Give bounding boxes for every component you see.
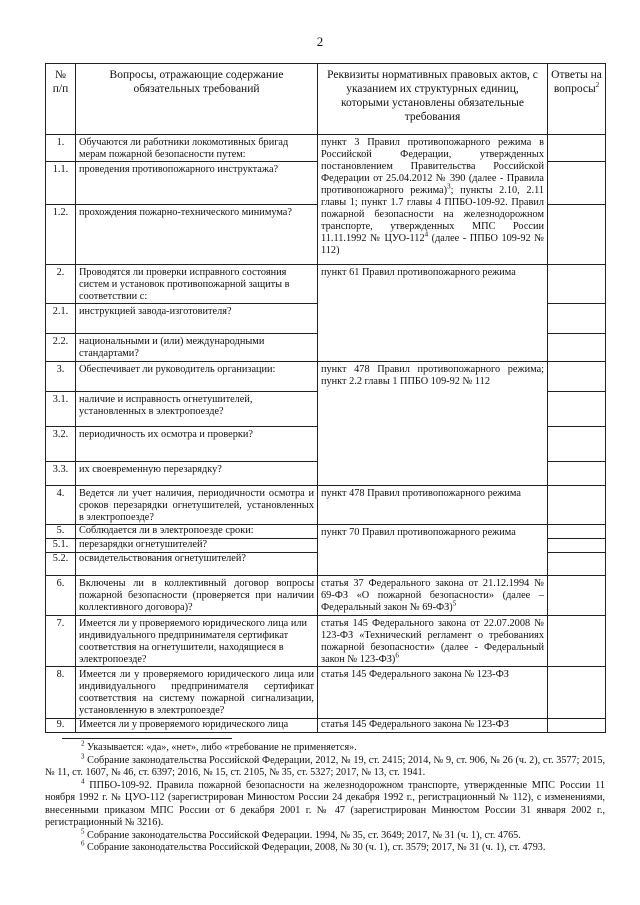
footnote: $^2$ Указывается: «да», «нет», либо «требование не применяется». xyxy=(81,739,357,753)
row-requisite: пункт 478 Правил противопожарного режима xyxy=(318,486,548,525)
answer-cell[interactable] xyxy=(548,525,606,539)
answer-cell[interactable] xyxy=(548,427,606,462)
row-number: 5.1. xyxy=(46,539,76,553)
row-number: 2.2. xyxy=(46,334,76,362)
row-question: национальными и (или) международными стандартами? xyxy=(76,334,318,362)
row-number: 8. xyxy=(46,667,76,719)
table-row xyxy=(46,719,606,733)
row-requisite: пункт 3 Правил противопожарного режима в Российской Федерации, утвержденных постановлением Правительства Российской Федерации от 25.04.2012 № 390 (далее - Правила противопожарного режима)$^3$; пункты 2.10, 2.11 главы 1; пункт 1.7 главы 4 ППБО-109-92. Правил пожарной безопасности на железнодорожном транспорте, утвержденных МПС России 11.11.1992 № ЦУО-$112^4$ (далее - ППБО 109-92 № 112) xyxy=(318,135,548,265)
answer-cell[interactable] xyxy=(548,539,606,553)
table-header-row xyxy=(46,64,606,135)
row-question: их своевременную перезарядку? xyxy=(76,462,318,486)
footnotes xyxy=(45,739,605,855)
answer-cell[interactable] xyxy=(548,265,606,304)
answer-cell[interactable] xyxy=(548,719,606,733)
row-number: 1.1. xyxy=(46,162,76,205)
row-question: наличие и исправность огнетушителей, установленных в электропоезде? xyxy=(76,392,318,427)
answer-cell[interactable] xyxy=(548,667,606,719)
footnote: $^3$ Собрание законодательства Российской Федерации, 2012, № 19, ст. 2415; 2014, № 9, ст. 906, № 26 (ч. 2), ст. 3577; 2015, № 11, ст. 1607, № 46, ст. 6397; 2016, № 15, ст. 2105, № 35, ст. 5327; 2017, № 13, ст. 1941. xyxy=(45,752,605,778)
row-question: периодичность их осмотра и проверки? xyxy=(76,427,318,462)
row-question: Включены ли в коллективный договор вопросы пожарной безопасности (проверяется при наличии коллективного договора)? xyxy=(76,576,318,616)
answer-cell[interactable] xyxy=(548,205,606,265)
table-row xyxy=(46,362,606,392)
row-question: инструкцией завода-изготовителя? xyxy=(76,304,318,334)
row-number: 1.2. xyxy=(46,205,76,265)
requirements-table xyxy=(45,63,606,733)
row-number: 5. xyxy=(46,525,76,539)
row-requisite: пункт 61 Правил противопожарного режима xyxy=(318,265,548,362)
row-question: Имеется ли у проверяемого юридического лица или индивидуального предпринимателя сертификат соответствия на систему пожарной сигнализации, установленную в электропоезде? xyxy=(76,667,318,719)
row-question: Обучаются ли работники локомотивных бригад мерам пожарной безопасности путем: xyxy=(76,135,318,162)
header-answers: Ответы на вопросы$^2$ xyxy=(548,64,606,135)
table-row xyxy=(46,576,606,616)
row-question: Проводятся ли проверки исправного состояния систем и установок противопожарной защиты в соответствии с: xyxy=(76,265,318,304)
row-question: прохождения пожарно-технического минимума? xyxy=(76,205,318,265)
page-number: 2 xyxy=(316,34,324,49)
header-number: № п/п xyxy=(46,64,76,135)
row-number: 6. xyxy=(46,576,76,616)
row-number: 3.3. xyxy=(46,462,76,486)
row-question: Имеется ли у проверяемого юридического лица xyxy=(76,719,318,733)
row-requisite: статья 145 Федерального закона от 22.07.2008 № 123-ФЗ «Технический регламент о требованиях пожарной безопасности» (далее - Федеральный закон № 123-ФЗ)$^6$ xyxy=(318,616,548,667)
footnote: $^5$ Собрание законодательства Российской Федерации. 1994, № 35, ст. 3649; 2017, № 31 (ч. 1), ст. 4765. xyxy=(81,827,521,841)
row-requisite: статья 37 Федерального закона от 21.12.1994 № 69-ФЗ «О пожарной безопасности» (далее – Федеральный закон № 69-ФЗ)$^5$ xyxy=(318,576,548,616)
footnote: $^6$ Собрание законодательства Российской Федерации, 2008, № 30 (ч. 1), ст. 3579; 2017, № 31 (ч. 1), ст. 4793. xyxy=(81,839,546,853)
footnote: $^4$ ППБО-109-92. Правила пожарной безопасности на железнодорожном транспорте, утвержденные МПС России 11 ноября 1992 г. № ЦУО-112 (зарегистрирован Минюстом России 24 декабря 1992 г., регистрационный № 112), с изменениями, внесенными приказом МПС России от 6 декабря 2001 г. № 47 (зарегистрирован Минюстом России 31 января 2002 г., регистрационный № 3216). xyxy=(45,777,605,828)
row-number: 1. xyxy=(46,135,76,162)
row-number: 7. xyxy=(46,616,76,667)
table-row xyxy=(46,265,606,304)
row-question: Соблюдается ли в электропоезде сроки: xyxy=(76,525,318,539)
answer-cell[interactable] xyxy=(548,362,606,392)
row-question: перезарядки огнетушителей? xyxy=(76,539,318,553)
table-row xyxy=(46,486,606,525)
row-number: 2.1. xyxy=(46,304,76,334)
answer-cell[interactable] xyxy=(548,576,606,616)
row-number: 9. xyxy=(46,719,76,733)
answer-cell[interactable] xyxy=(548,553,606,576)
answer-cell[interactable] xyxy=(548,162,606,205)
table-row xyxy=(46,667,606,719)
answer-cell[interactable] xyxy=(548,486,606,525)
table-row xyxy=(46,525,606,539)
row-question: Обеспечивает ли руководитель организации: xyxy=(76,362,318,392)
table-row xyxy=(46,616,606,667)
header-questions: Вопросы, отражающие содержание обязательных требований xyxy=(76,64,318,135)
answer-cell[interactable] xyxy=(548,334,606,362)
answer-cell[interactable] xyxy=(548,392,606,427)
answer-cell[interactable] xyxy=(548,462,606,486)
row-question: освидетельствования огнетушителей? xyxy=(76,553,318,576)
answer-cell[interactable] xyxy=(548,135,606,162)
row-question: проведения противопожарного инструктажа? xyxy=(76,162,318,205)
row-question: Имеется ли у проверяемого юридического лица или индивидуального предпринимателя сертификат соответствия на огнетушители, находящиеся в электропоезде? xyxy=(76,616,318,667)
row-question: Ведется ли учет наличия, периодичности осмотра и сроков перезарядки огнетушителей, установленных в электропоезде? xyxy=(76,486,318,525)
row-number: 2. xyxy=(46,265,76,304)
row-requisite: пункт 70 Правил противопожарного режима xyxy=(318,525,548,576)
row-number: 3. xyxy=(46,362,76,392)
header-requisites: Реквизиты нормативных правовых актов, с указанием их структурных единиц, которыми установлены обязательные требования xyxy=(318,64,548,135)
table-row xyxy=(46,135,606,162)
row-requisite: пункт 478 Правил противопожарного режима; пункт 2.2 главы 1 ППБО 109-92 № 112 xyxy=(318,362,548,486)
row-number: 3.2. xyxy=(46,427,76,462)
answer-cell[interactable] xyxy=(548,304,606,334)
row-number: 5.2. xyxy=(46,553,76,576)
row-number: 4. xyxy=(46,486,76,525)
footnote-separator xyxy=(62,738,232,739)
row-number: 3.1. xyxy=(46,392,76,427)
row-requisite: статья 145 Федерального закона № 123-ФЗ xyxy=(318,719,548,733)
answer-cell[interactable] xyxy=(548,616,606,667)
row-requisite: статья 145 Федерального закона № 123-ФЗ xyxy=(318,667,548,719)
